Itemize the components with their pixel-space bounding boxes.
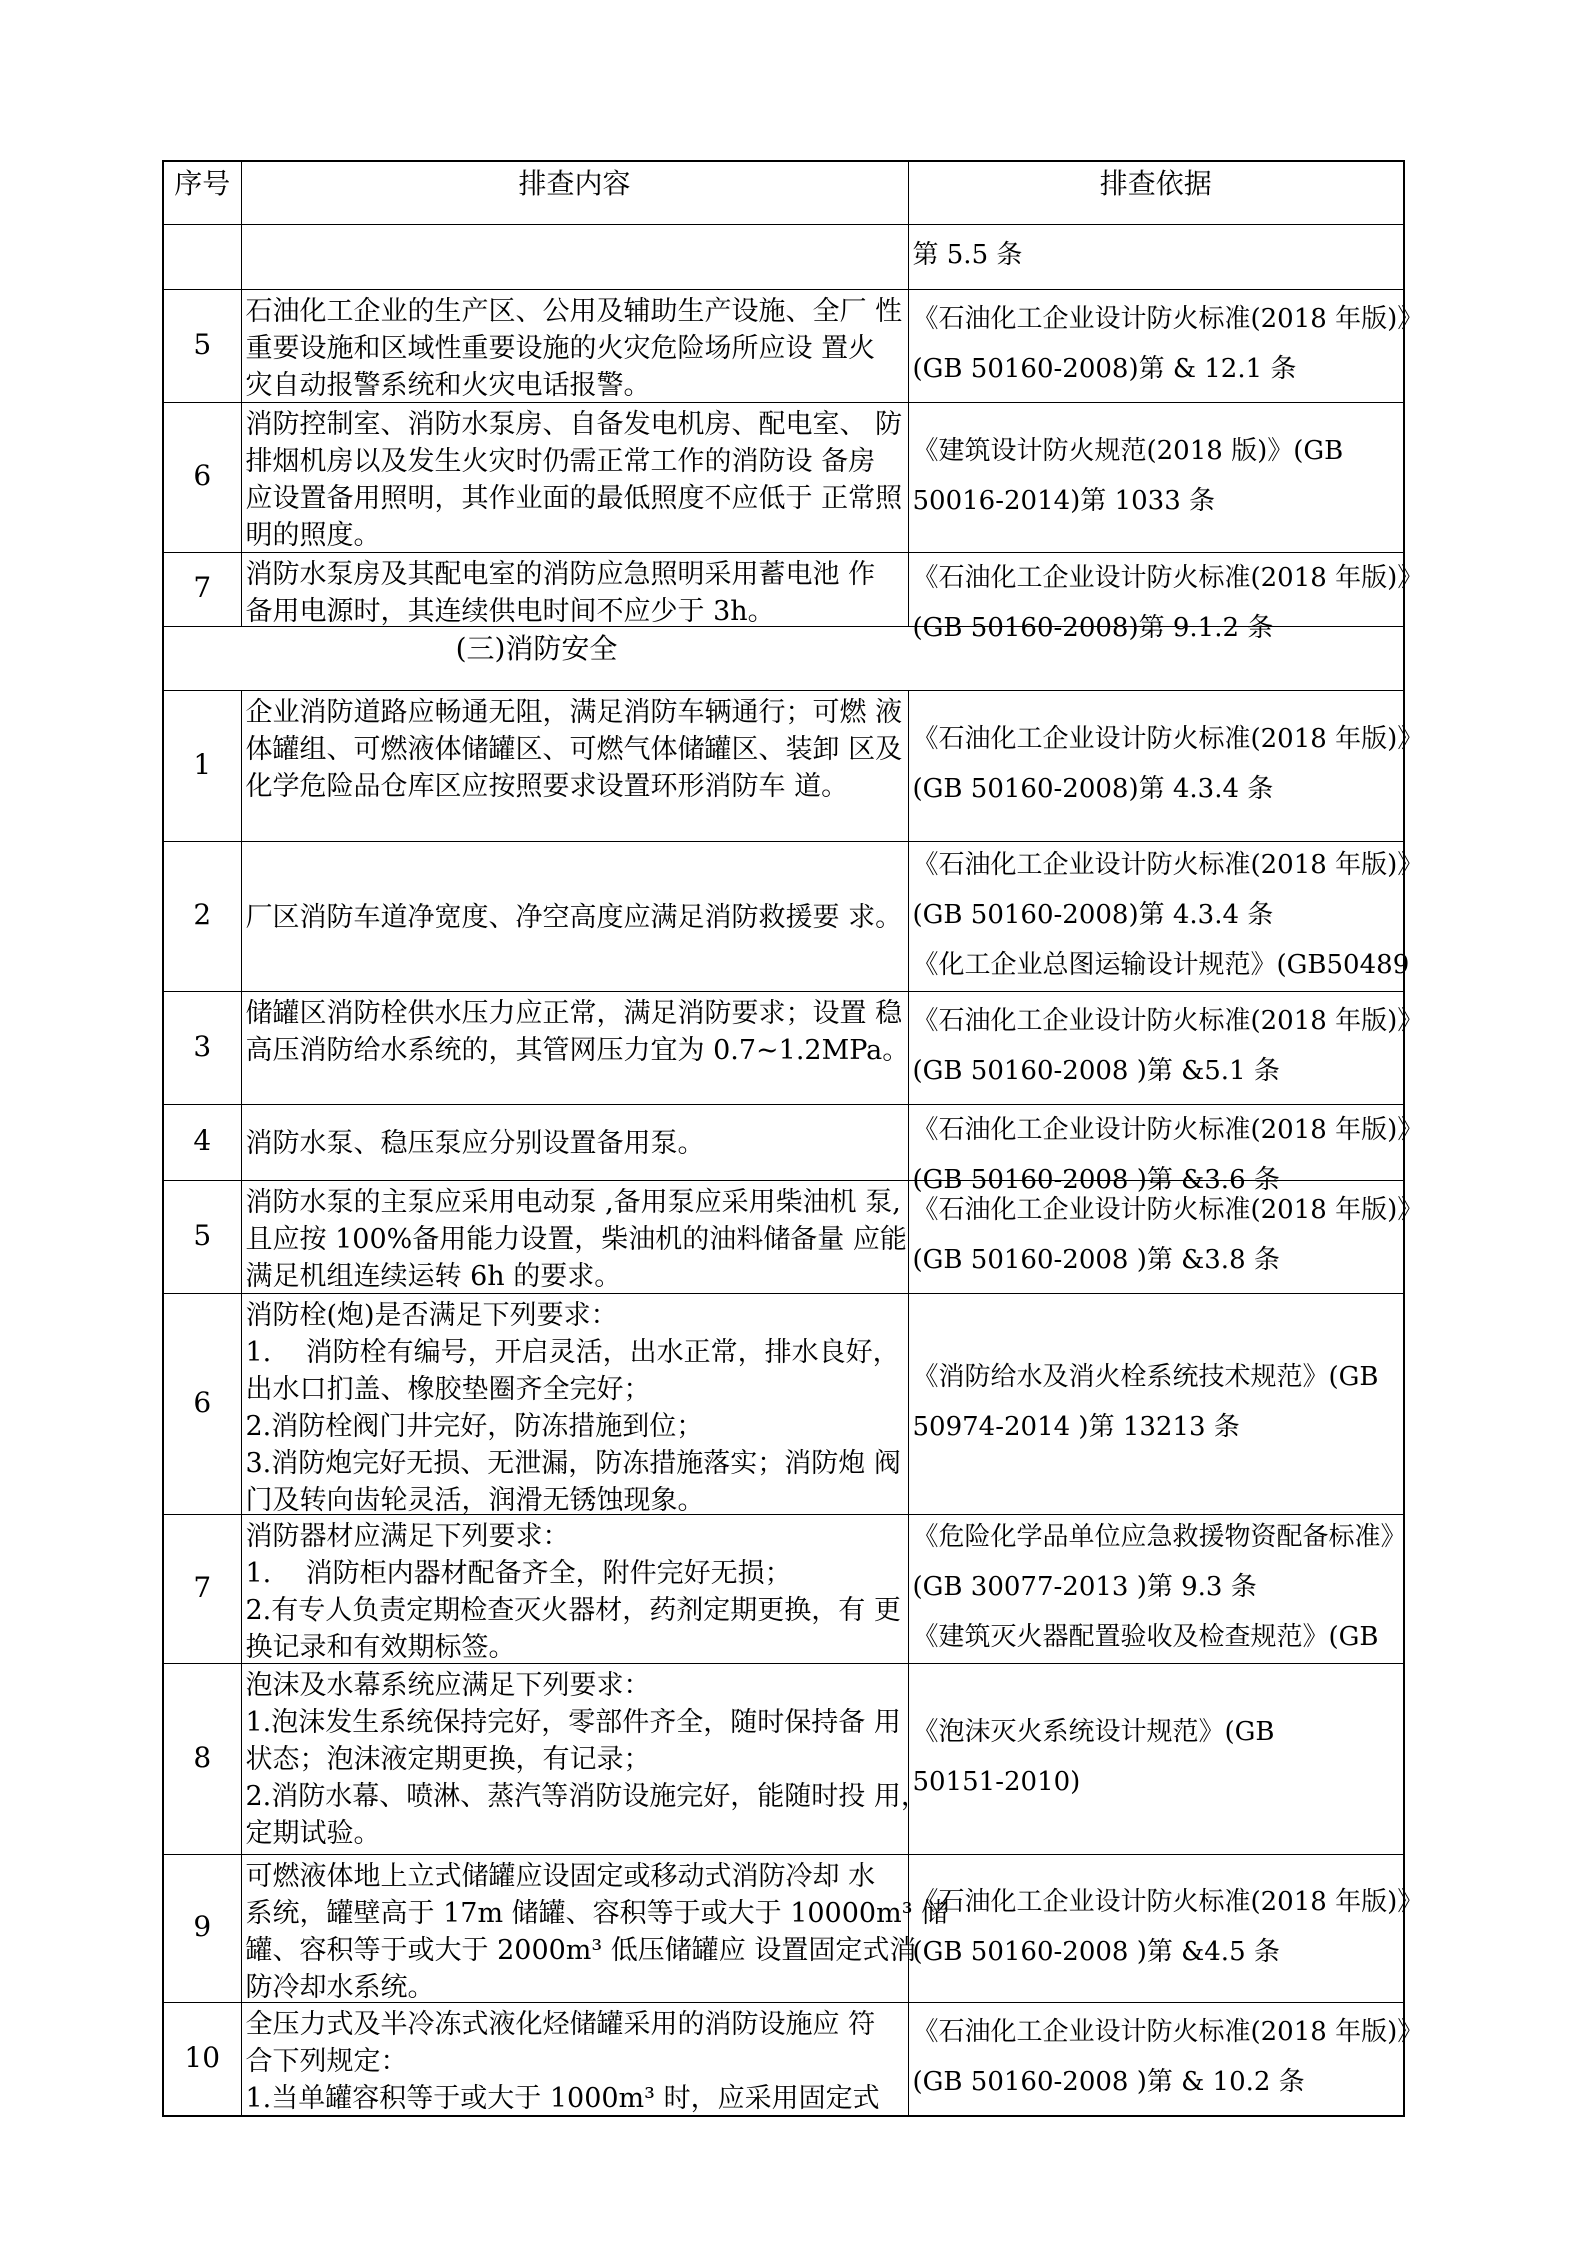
basis-line: 《石油化工企业设计防火标准(2018 年版)》 [912, 2017, 1424, 2047]
content-line: 状态；泡沫液定期更换，有记录； [245, 1743, 651, 1775]
content-line: 系统，罐壁高于 17m 储罐、容积等于或大于 10000m³ 储 [245, 1897, 949, 1929]
table-row [163, 2002, 1404, 2116]
content-cell [241, 991, 908, 1104]
column-header-index: 序号 [163, 161, 241, 224]
row-number-cell [163, 552, 241, 626]
content-line: 门及转向齿轮灵活，润滑无锈蚀现象。 [245, 1484, 705, 1516]
basis-line: 《建筑设计防火规范(2018 版)》(GB [912, 435, 1344, 466]
basis-line: 《消防给水及消火栓系统技术规范》(GB [912, 1362, 1379, 1392]
content-line: 消防水泵房及其配电室的消防应急照明采用蓄电池 作 [245, 558, 876, 590]
content-cell [241, 224, 908, 289]
basis-line: 《石油化工企业设计防火标准(2018 年版)》 [912, 724, 1424, 754]
row-number-cell [163, 1104, 241, 1180]
row-number-cell [163, 2002, 241, 2116]
table-row [163, 991, 1404, 1104]
row-number: 2 [193, 898, 212, 931]
row-number-cell [163, 402, 241, 552]
row-number: 3 [193, 1029, 212, 1063]
basis-line: 《化工企业总图运输设计规范》(GB50489 [912, 949, 1410, 980]
content-line: 消防器材应满足下列要求： [245, 1520, 570, 1552]
row-number-cell [163, 1514, 241, 1663]
basis-cell [908, 289, 1424, 402]
content-line: 1. 消防柜内器材配备齐全，附件完好无损； [245, 1557, 792, 1589]
basis-line: (GB 50160-2008 )第 &5.1 条 [912, 1056, 1280, 1086]
basis-line: 《石油化工企业设计防火标准(2018 年版)》 [912, 849, 1424, 880]
content-line: 出水口扪盖、橡胶垫圈齐全完好； [245, 1373, 651, 1405]
basis-line: (GB 50160-2008 )第 &3.8 条 [912, 1245, 1280, 1275]
content-line: 企业消防道路应畅通无阻，满足消防车辆通行；可燃 液 [245, 696, 903, 728]
section-title: (三)消防安全 [455, 631, 618, 665]
content-line: 消防水泵、稳压泵应分别设置备用泵。 [245, 1128, 705, 1159]
row-number-cell [163, 1180, 241, 1293]
content-line: 1.当单罐容积等于或大于 1000m³ 时，应采用固定式 [245, 2082, 880, 2114]
header-row [163, 161, 1404, 224]
content-line: 2.消防水幕、喷淋、蒸汽等消防设施完好，能随时投 用， [245, 1780, 928, 1812]
row-number-cell [163, 1663, 241, 1854]
content-line: 备用电源时，其连续供电时间不应少于 3h。 [245, 595, 775, 627]
row-number: 4 [193, 1124, 212, 1157]
content-line: 2.有专人负责定期检查灭火器材，药剂定期更换，有 更 [245, 1594, 901, 1626]
basis-cell [908, 991, 1424, 1104]
row-number-cell [163, 690, 241, 841]
basis-cell [908, 690, 1424, 841]
row-number-cell [163, 991, 241, 1104]
basis-line: 《危险化学品单位应急救援物资配备标准》 [912, 1522, 1407, 1552]
basis-line: 《石油化工企业设计防火标准(2018 年版)》 [912, 1006, 1424, 1036]
content-line: 石油化工企业的生产区、公用及辅助生产设施、全厂 性 [245, 295, 903, 327]
basis-line: 第 5.5 条 [912, 240, 1023, 270]
table-row [163, 224, 1404, 289]
basis-line: (GB 30077-2013 )第 9.3 条 [912, 1572, 1257, 1602]
basis-cell [908, 841, 1424, 991]
basis-line: 50151-2010) [912, 1767, 1081, 1797]
basis-cell [908, 2002, 1424, 2116]
content-line: 高压消防给水系统的，其管网压力宜为 0.7~1.2MPa。 [245, 1034, 910, 1066]
row-number: 10 [184, 2040, 221, 2074]
row-number-cell [163, 224, 241, 289]
basis-line: (GB 50160-2008)第 9.1.2 条 [912, 612, 1274, 643]
content-line: 1. 消防栓有编号，开启灵活，出水正常，排水良好， [245, 1336, 900, 1368]
content-line: 体罐组、可燃液体储罐区、可燃气体储罐区、装卸 区及 [245, 733, 903, 765]
basis-cell [908, 1293, 1404, 1514]
row-number: 7 [193, 571, 212, 604]
content-line: 且应按 100%备用能力设置，柴油机的油料储备量 应能 [245, 1223, 907, 1255]
row-number-cell [163, 1293, 241, 1514]
basis-cell [908, 1514, 1407, 1663]
content-line: 罐、容积等于或大于 2000m³ 低压储罐应 设置固定式消 [245, 1934, 917, 1966]
basis-line: 50974-2014 )第 13213 条 [912, 1412, 1240, 1442]
row-number: 5 [193, 327, 212, 361]
content-cell [241, 1854, 949, 2003]
basis-line: 50016-2014)第 1033 条 [912, 485, 1216, 516]
basis-line: 《石油化工企业设计防火标准(2018 年版)》 [912, 1886, 1424, 1917]
content-cell [241, 1104, 908, 1180]
content-line: 消防栓(炮)是否满足下列要求： [245, 1299, 618, 1331]
basis-cell [908, 1663, 1404, 1854]
content-cell [241, 402, 908, 552]
basis-line: 《泡沫灭火系统设计规范》(GB [912, 1717, 1275, 1747]
table-row [163, 1514, 1404, 1663]
basis-cell [908, 402, 1404, 552]
content-line: 泡沫及水幕系统应满足下列要求： [245, 1669, 651, 1701]
row-number: 8 [193, 1740, 212, 1774]
table-row [163, 552, 1404, 626]
table-row [163, 1854, 1404, 2002]
basis-line: 《石油化工企业设计防火标准(2018 年版)》 [912, 304, 1424, 334]
basis-cell [908, 1104, 1424, 1195]
content-cell [241, 1293, 908, 1514]
content-cell [241, 841, 908, 991]
content-line: 明的照度。 [245, 519, 381, 551]
row-number: 9 [193, 1910, 212, 1943]
row-number: 7 [193, 1570, 212, 1604]
basis-line: (GB 50160-2008 )第 & 10.2 条 [912, 2067, 1305, 2097]
row-number: 5 [193, 1218, 212, 1252]
basis-line: 《石油化工企业设计防火标准(2018 年版)》 [912, 1114, 1424, 1145]
basis-line: (GB 50160-2008)第 4.3.4 条 [912, 899, 1274, 930]
basis-line: (GB 50160-2008)第 & 12.1 条 [912, 354, 1297, 384]
content-line: 1.泡沫发生系统保持完好，零部件齐全，随时保持备 用 [245, 1706, 901, 1738]
row-number: 1 [193, 747, 212, 781]
table-row [163, 1180, 1404, 1293]
content-cell [241, 1663, 928, 1854]
table-row [163, 690, 1404, 841]
content-line: 应设置备用照明，其作业面的最低照度不应低于 正常照 [245, 482, 903, 514]
content-line: 消防水泵的主泵应采用电动泵 ,备用泵应采用柴油机 泵, [245, 1186, 901, 1218]
content-line: 满足机组连续运转 6h 的要求。 [245, 1260, 622, 1292]
basis-line: 《石油化工企业设计防火标准(2018 年版)》 [912, 562, 1424, 593]
table-row [163, 1293, 1404, 1514]
table-row [163, 841, 1404, 991]
inspection-table [162, 160, 1424, 2117]
basis-line: (GB 50160-2008 )第 &4.5 条 [912, 1936, 1280, 1967]
table-row [163, 1663, 1404, 1854]
column-header-basis: 排查依据 [908, 161, 1404, 224]
table-row [163, 1104, 1404, 1180]
content-cell [241, 1180, 908, 1293]
content-line: 防冷却水系统。 [245, 1971, 435, 2003]
inspection-table-body [163, 224, 1424, 2116]
content-line: 2.消防栓阀门井完好，防冻措施到位； [245, 1410, 704, 1442]
content-line: 换记录和有效期标签。 [245, 1631, 516, 1663]
row-number-cell [163, 841, 241, 991]
row-number [164, 225, 241, 286]
basis-cell [908, 224, 1404, 289]
column-header-content: 排查内容 [241, 161, 908, 224]
table-row [163, 289, 1404, 402]
content-cell [241, 289, 908, 402]
content-line: 灾自动报警系统和火灾电话报警。 [245, 369, 651, 401]
content-line: 全压力式及半冷冻式液化烃储罐采用的消防设施应 符 [245, 2008, 876, 2040]
content-line: 重要设施和区域性重要设施的火灾危险场所应设 置火 [245, 332, 876, 364]
content-line: 3.消防炮完好无损、无泄漏，防冻措施落实；消防炮 阀 [245, 1447, 901, 1479]
content-cell [241, 690, 908, 841]
basis-cell [908, 552, 1424, 643]
content-line: 定期试验。 [245, 1817, 381, 1849]
content-line: 可燃液体地上立式储罐应设固定或移动式消防冷却 水 [245, 1860, 876, 1892]
row-number: 6 [193, 1385, 212, 1419]
table-row [163, 402, 1404, 552]
basis-line: 《石油化工企业设计防火标准(2018 年版)》 [912, 1195, 1424, 1225]
content-cell [241, 1514, 908, 1663]
basis-cell [908, 1854, 1424, 2002]
content-cell [241, 552, 908, 626]
content-line: 厂区消防车道净宽度、净空高度应满足消防救援要 求。 [245, 902, 903, 933]
content-line: 化学危险品仓库区应按照要求设置环形消防车 道。 [245, 770, 849, 802]
content-line: 排烟机房以及发生火灾时仍需正常工作的消防设 备房 [245, 445, 876, 477]
basis-line: (GB 50160-2008)第 4.3.4 条 [912, 774, 1274, 804]
basis-line: 《建筑灭火器配置验收及检查规范》(GB [912, 1622, 1379, 1652]
content-cell [241, 2002, 908, 2116]
row-number-cell [163, 1854, 241, 2002]
content-line: 合下列规定： [245, 2045, 408, 2077]
basis-line: (GB 50160-2008 )第 &3.6 条 [912, 1164, 1280, 1195]
row-number-cell [163, 289, 241, 402]
row-number: 6 [193, 459, 212, 492]
content-line: 消防控制室、消防水泵房、自备发电机房、配电室、 防 [245, 408, 903, 440]
basis-cell [908, 1180, 1424, 1293]
content-line: 储罐区消防栓供水压力应正常，满足消防要求；设置 稳 [245, 997, 903, 1029]
